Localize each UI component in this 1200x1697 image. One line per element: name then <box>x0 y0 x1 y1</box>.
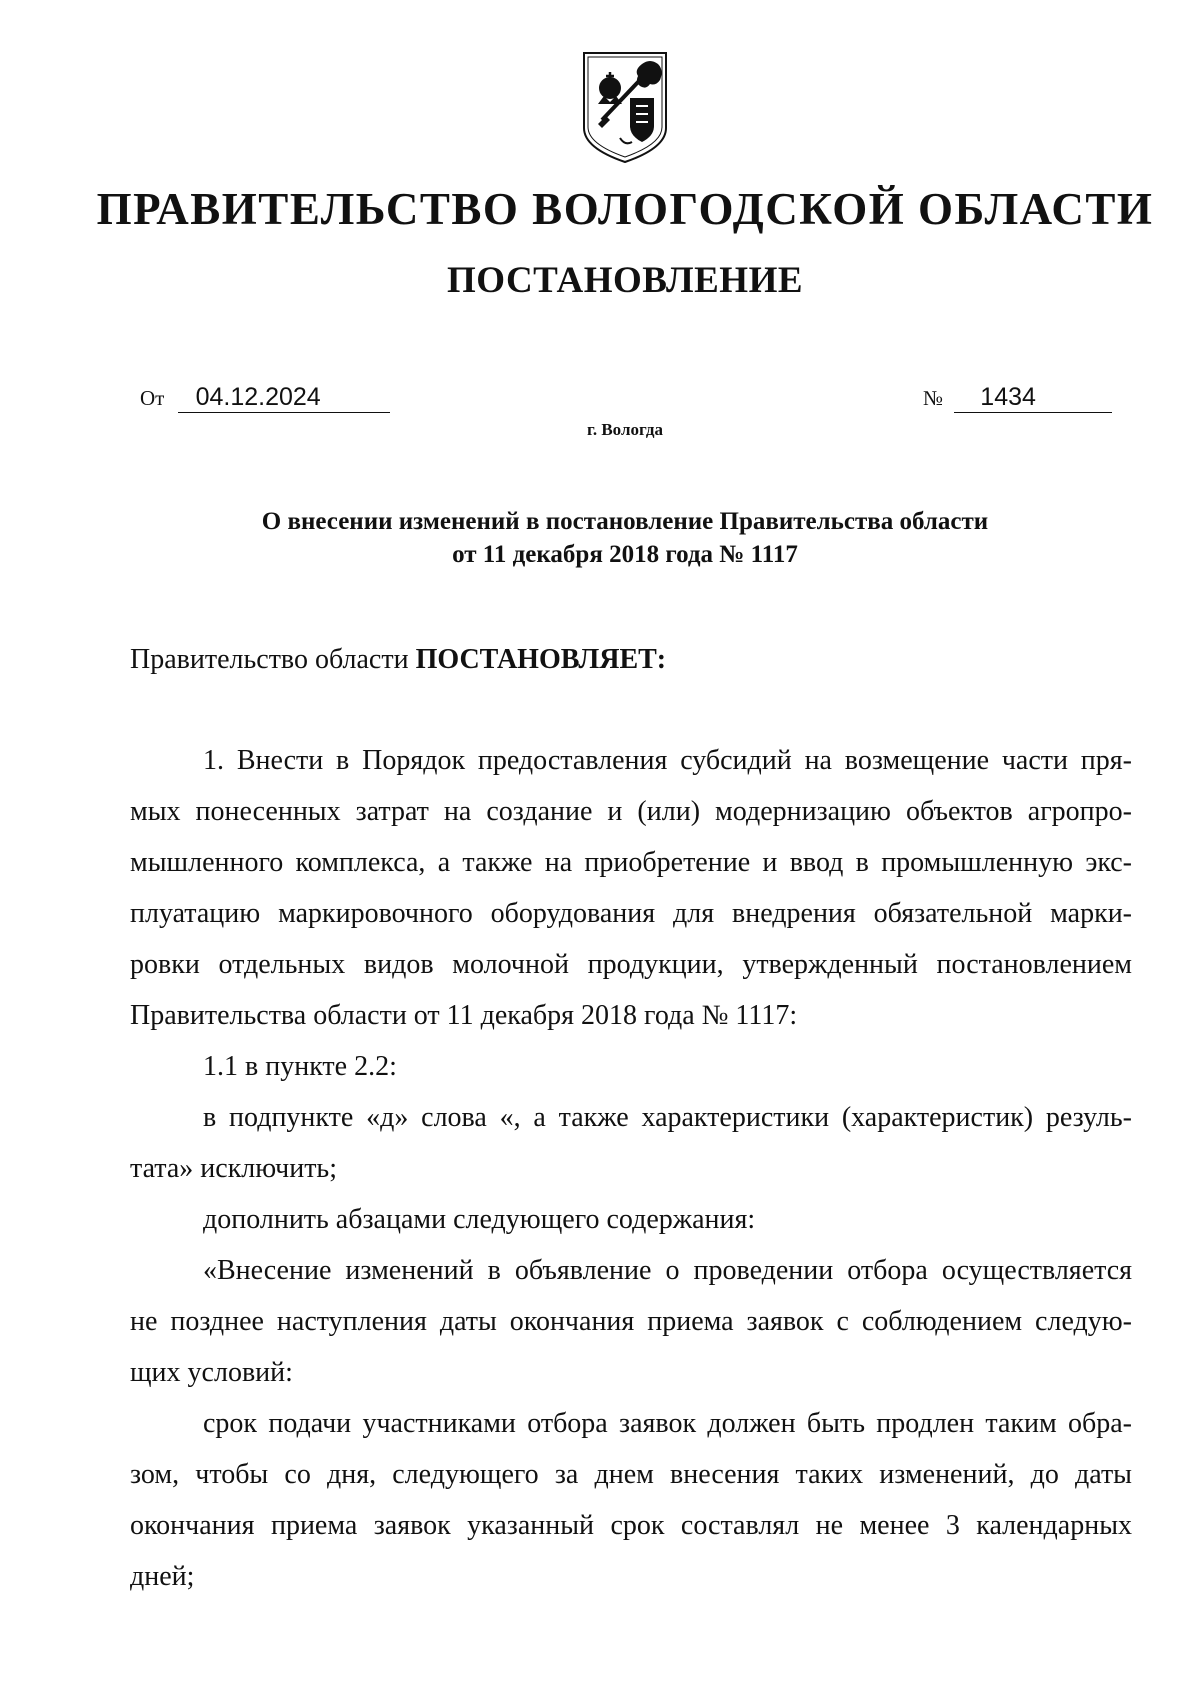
subject-line: О внесении изменений в постановление Правительства области <box>261 508 989 535</box>
body-line: дней; <box>130 1561 195 1592</box>
document-subject <box>0 505 1200 571</box>
number-label: № <box>923 386 944 410</box>
body-line: ровки отдельных видов молочной продукции, утвержденный постановлением <box>130 949 1132 980</box>
subject-line: от 11 декабря 2018 года № 1117 <box>452 541 798 568</box>
body-line: 1.1 в пункте 2.2: <box>203 1051 397 1082</box>
body-line: в подпункте «д» слова «, а также характеристики (характеристик) резуль- <box>203 1102 1132 1133</box>
body-line: срок подачи участниками отбора заявок должен быть продлен таким обра- <box>203 1408 1132 1439</box>
body-line: 1. Внести в Порядок предоставления субсидий на возмещение части пря- <box>203 745 1132 776</box>
body-line: зом, чтобы со дня, следующего за днем внесения таких изменений, до даты <box>130 1459 1132 1490</box>
vologda-coat-of-arms-icon <box>580 50 670 165</box>
body-line: плуатацию маркировочного оборудования для внедрения обязательной марки- <box>130 898 1132 929</box>
body-line: Правительства области от 11 декабря 2018 года № 1117: <box>130 1000 798 1031</box>
body-line: мых понесенных затрат на создание и (или) модернизацию объектов агропро- <box>130 796 1132 827</box>
city: г. Вологда <box>587 420 663 439</box>
organization-title: ПРАВИТЕЛЬСТВО ВОЛОГОДСКОЙ ОБЛАСТИ <box>96 184 1154 234</box>
body-line: дополнить абзацами следующего содержания: <box>203 1204 756 1235</box>
body-line: не позднее наступления даты окончания приема заявок с соблюдением следую- <box>130 1306 1132 1337</box>
date-label: От <box>140 386 165 410</box>
document-type: ПОСТАНОВЛЕНИЕ <box>446 260 804 301</box>
intro-text: Правительство области <box>130 644 409 675</box>
intro-keyword: ПОСТАНОВЛЯЕТ: <box>415 644 667 675</box>
body-line: тата» исключить; <box>130 1153 337 1184</box>
number-row <box>923 383 1112 413</box>
document-body <box>130 735 1132 1602</box>
body-line: мышленного комплекса, а также на приобретение и ввод в промышленную экс- <box>130 847 1132 878</box>
body-line: «Внесение изменений в объявление о проведении отбора осуществляется <box>203 1255 1132 1286</box>
body-line: окончания приема заявок указанный срок составлял не менее 3 календарных <box>130 1510 1132 1541</box>
body-line: щих условий: <box>130 1357 293 1388</box>
date-row <box>140 383 390 413</box>
intro-sentence <box>130 644 666 676</box>
document-number: 1434 <box>954 383 1112 413</box>
document-date: 04.12.2024 <box>178 383 390 413</box>
